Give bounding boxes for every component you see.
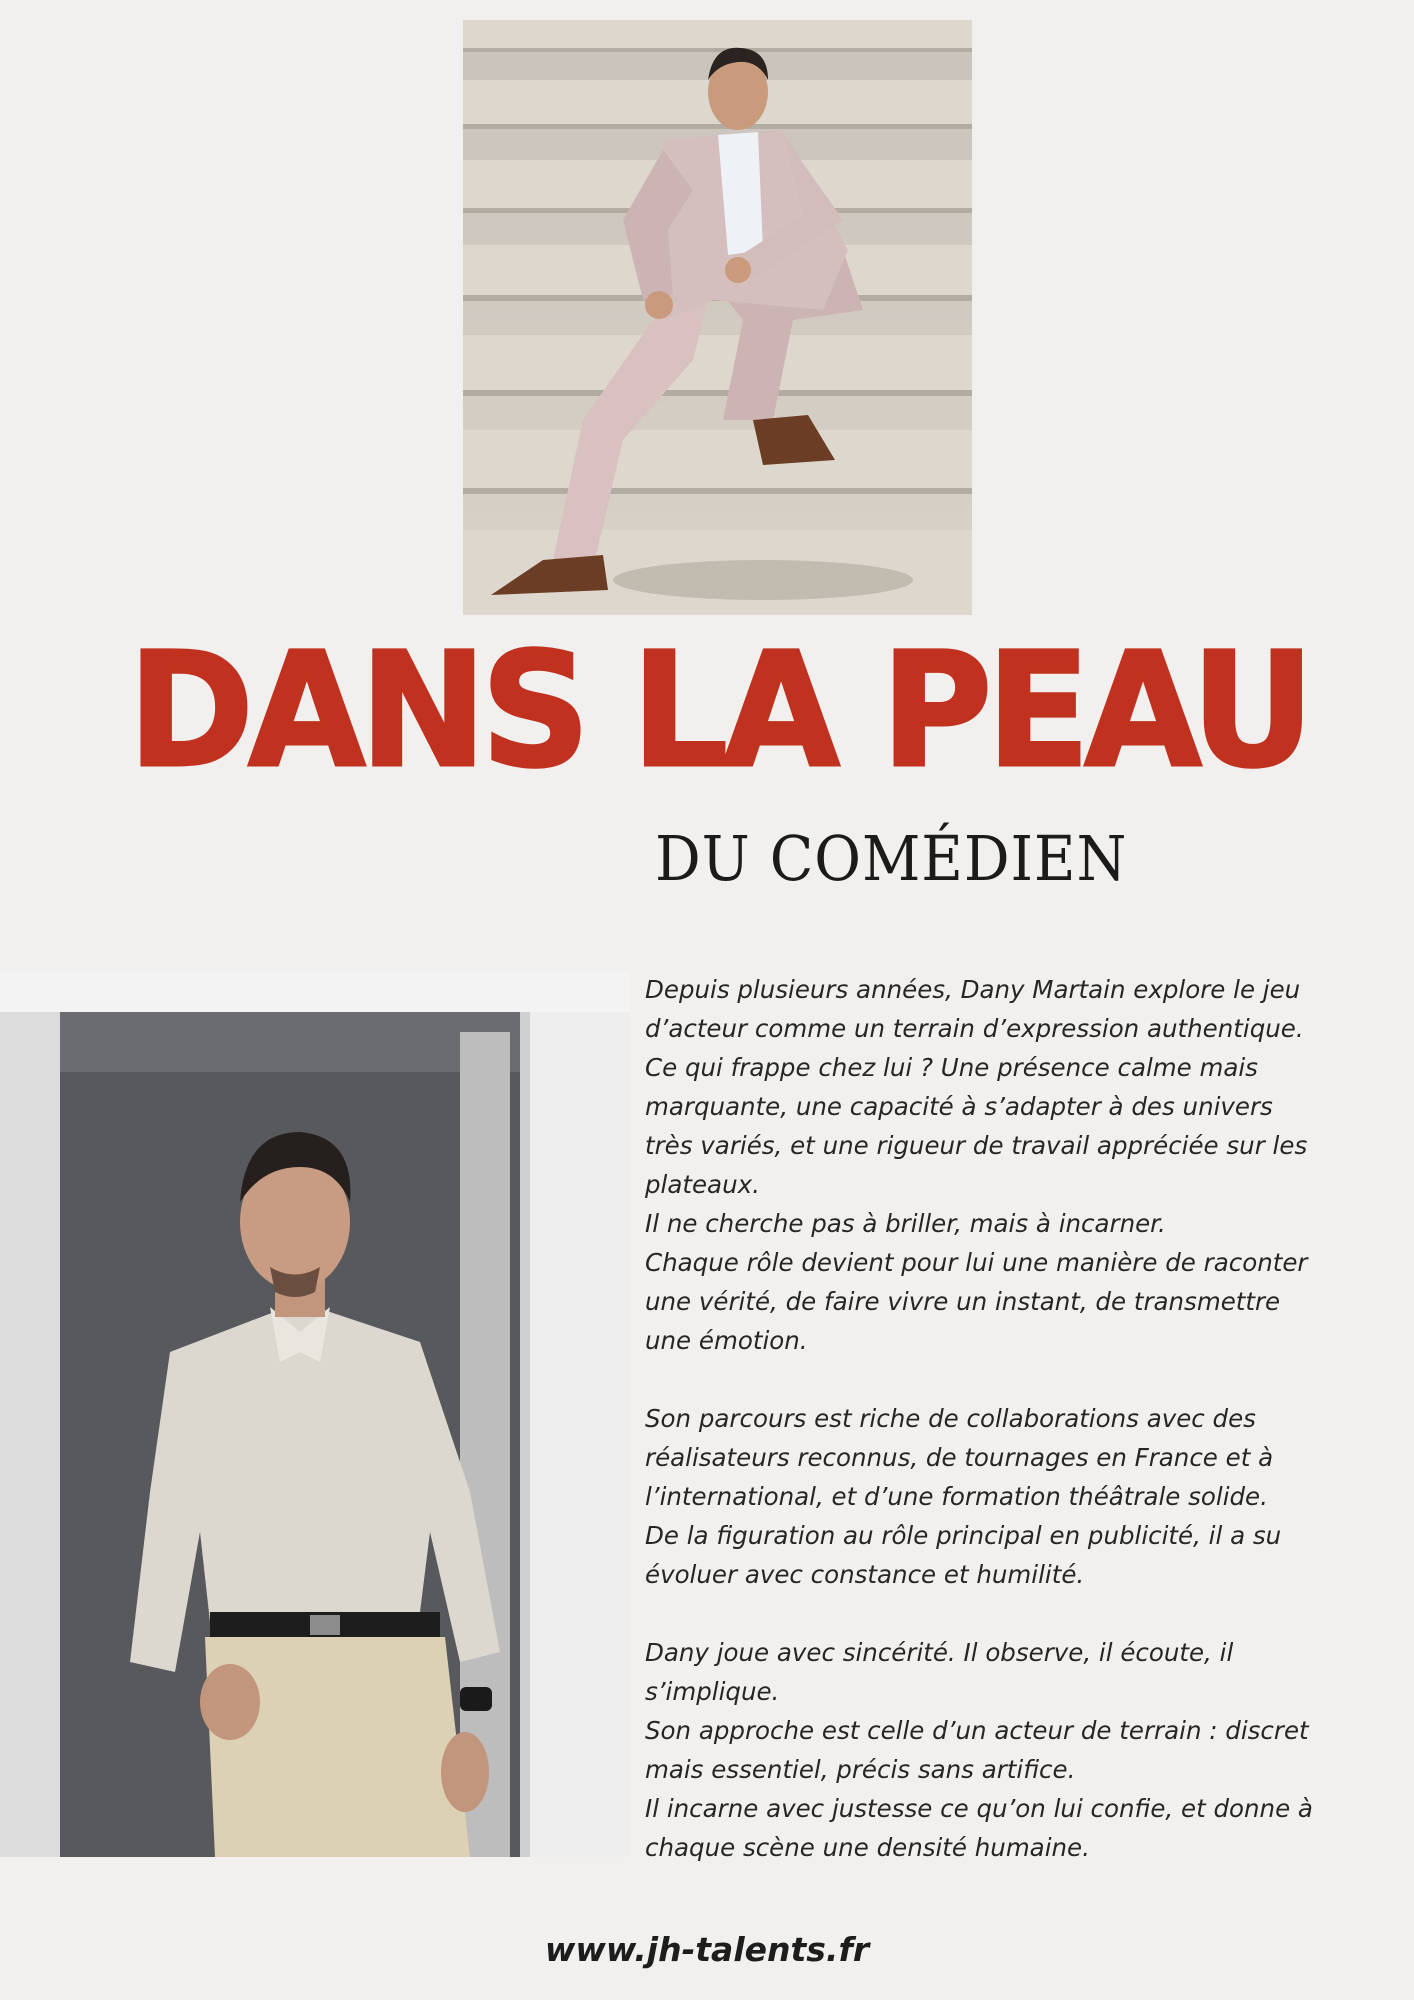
article-line: d’acteur comme un terrain d’expression authentique. bbox=[645, 1014, 1304, 1043]
article-body bbox=[645, 970, 1385, 1867]
article-line: Son approche est celle d’un acteur de terrain : discret bbox=[645, 1716, 1309, 1745]
article-line: De la figuration au rôle principal en publicité, il a su bbox=[645, 1521, 1282, 1550]
article-line: chaque scène une densité humaine. bbox=[645, 1833, 1090, 1862]
article-line: Dany joue avec sincérité. Il observe, il écoute, il bbox=[645, 1638, 1234, 1667]
article-line: l’international, et d’une formation théâtrale solide. bbox=[645, 1482, 1268, 1511]
article-line: une émotion. bbox=[645, 1326, 808, 1355]
article-line: s’implique. bbox=[645, 1677, 780, 1706]
article-line: mais essentiel, précis sans artifice. bbox=[645, 1755, 1076, 1784]
article-line: Depuis plusieurs années, Dany Martain explore le jeu bbox=[645, 975, 1301, 1004]
article-line: une vérité, de faire vivre un instant, de transmettre bbox=[645, 1287, 1281, 1316]
headline-title: DANS LA PEAU bbox=[128, 619, 1309, 803]
portrait-standing-in-doorway-icon bbox=[0, 972, 630, 1857]
article-line: Son parcours est riche de collaborations avec des bbox=[645, 1404, 1256, 1433]
article-line: réalisateurs reconnus, de tournages en France et à bbox=[645, 1443, 1274, 1472]
headline-subtitle: DU COMÉDIEN bbox=[655, 822, 1128, 895]
footer-website-link[interactable]: www.jh-talents.fr bbox=[544, 1930, 870, 1969]
portrait-seated-on-stairs-icon bbox=[463, 20, 972, 615]
article-line: Il incarne avec justesse ce qu’on lui confie, et donne à bbox=[645, 1794, 1313, 1823]
photo-standing-in-doorway bbox=[0, 972, 630, 1857]
article-line: Il ne cherche pas à briller, mais à incarner. bbox=[645, 1209, 1166, 1238]
article-line: évoluer avec constance et humilité. bbox=[645, 1560, 1085, 1589]
article-line: plateaux. bbox=[645, 1170, 760, 1199]
article-line: Ce qui frappe chez lui ? Une présence calme mais bbox=[645, 1053, 1258, 1082]
photo-seated-on-stairs bbox=[463, 20, 972, 615]
article-line: marquante, une capacité à s’adapter à des univers bbox=[645, 1092, 1273, 1121]
article-line: très variés, et une rigueur de travail appréciée sur les bbox=[645, 1131, 1308, 1160]
article-line: Chaque rôle devient pour lui une manière de raconter bbox=[645, 1248, 1308, 1277]
